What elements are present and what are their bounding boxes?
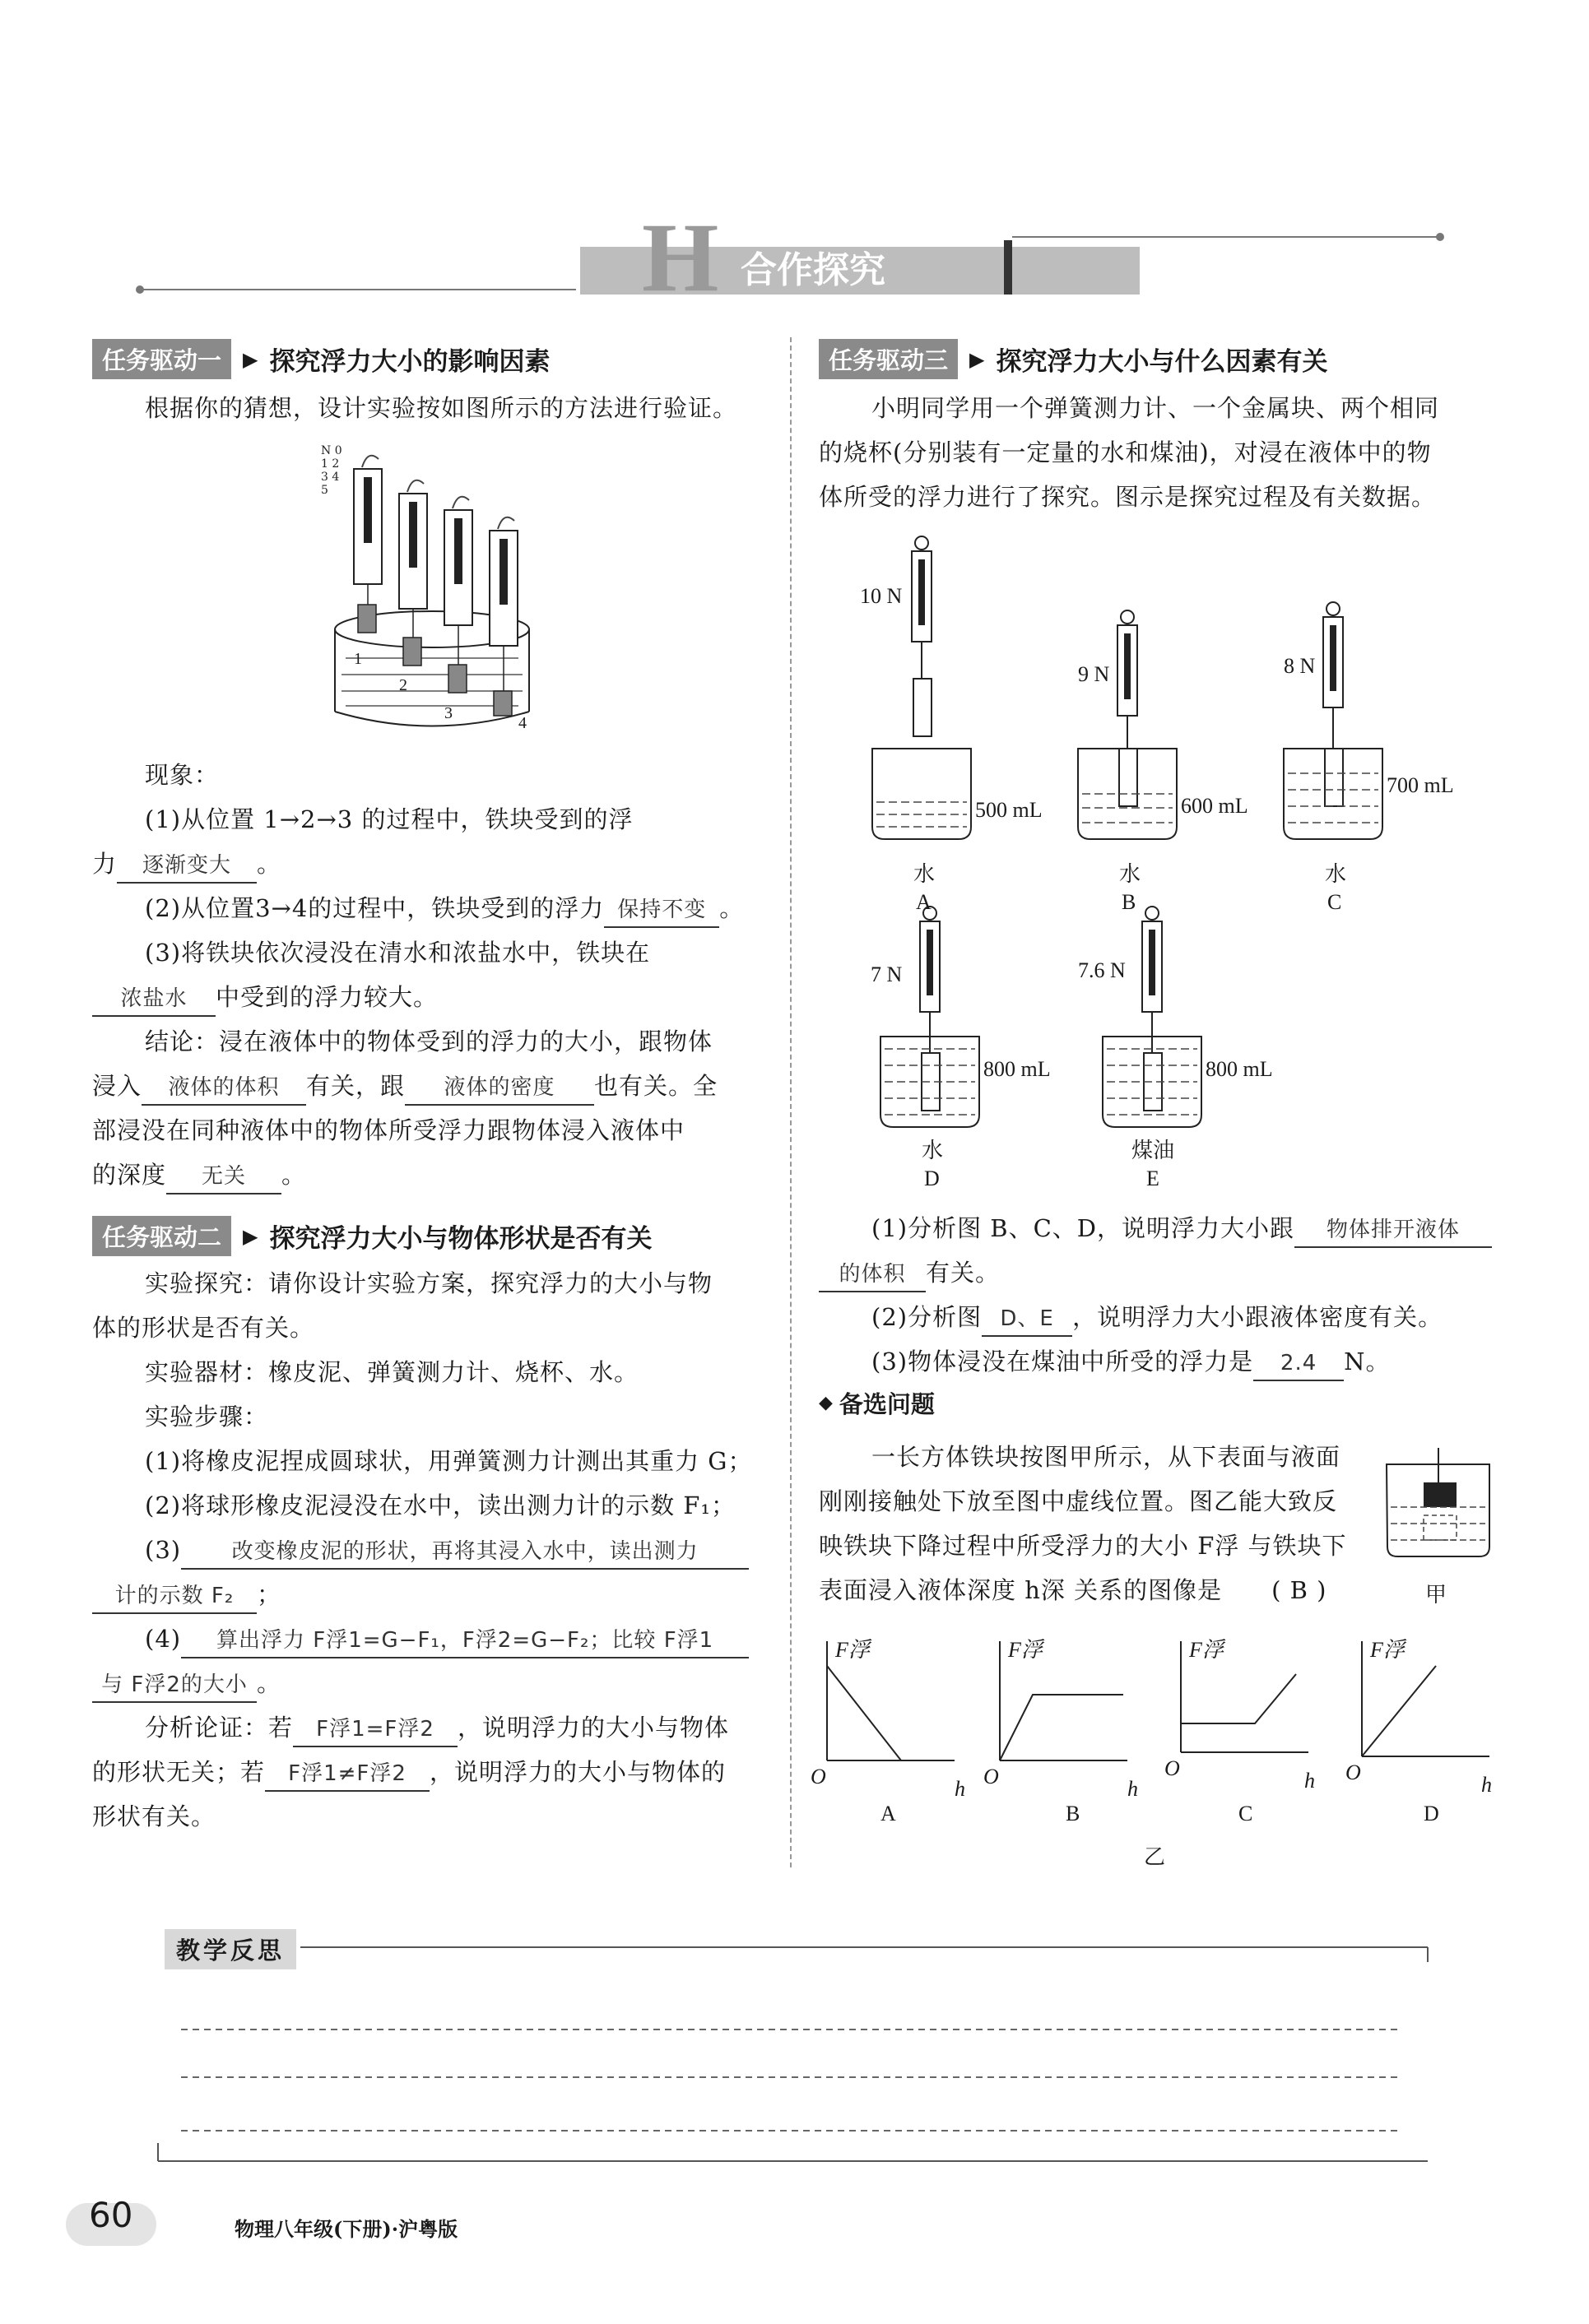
position-3-label: 3 xyxy=(444,704,453,722)
figure-jia xyxy=(1382,1448,1498,1612)
task2-line1: 实验探究：请你设计实验方案，探究浮力的大小与物 xyxy=(145,1269,713,1297)
task3-figures xyxy=(831,526,1506,1201)
conclusion-line2a: 浸入 xyxy=(92,1072,142,1100)
graph-c-origin: O xyxy=(1164,1756,1180,1780)
reflection-lines xyxy=(156,1929,1440,2176)
task3-line3: 体所受的浮力进行了探究。图示是探究过程及有关数据。 xyxy=(819,483,1437,511)
fig-yi-label: 乙 xyxy=(1144,1845,1166,1869)
graph-a-origin: O xyxy=(811,1765,826,1788)
step3-answer: 改变橡皮泥的形状，再将其浸入水中，读出测力 xyxy=(181,1535,749,1570)
q1-line2: 力 xyxy=(92,850,118,878)
graph-d-xlabel: h xyxy=(1481,1773,1492,1797)
task2-section: 任务驱动二 ▶ 探究浮力大小与物体形状是否有关 实验探究：请你设计实验方案，探究浮力的大小与物 体的形状是否有关。 实验器材：橡皮泥、弹簧测力计、烧杯、水。 实验步骤： (1)将橡皮泥捏成圆球状，用弹簧测力计测出其重力 G； (2)将球形橡皮泥浸没在水中，读出测力计的示数 F₁； (3) 改变橡皮泥的形状，再将其浸入水中，读出测力 计的示数 F₂ ； (4) 算出浮力 F浮1=G−F₁，F浮2=G−F₂；比较 F浮1 与 F浮2的大小 。 分析论证：若 F浮1=F浮2 ，说明浮力的大小与物体 的形状无关；若 F浮1≠F浮2 ，说明浮力的大小与物体的 形状有关。 xyxy=(92,1216,775,1839)
task3-q1-answer2: 的体积 xyxy=(819,1258,926,1292)
position-4-label: 4 xyxy=(518,714,527,732)
task3-tag: 任务驱动三 xyxy=(819,339,958,379)
conclusion-period: 。 xyxy=(281,1161,307,1189)
graph-d-ylabel: F浮 xyxy=(1370,1638,1405,1662)
fig-e-letter: E xyxy=(1146,1167,1159,1190)
diamond-icon: ◆ xyxy=(819,1393,833,1413)
q1-answer: 逐渐变大 xyxy=(117,849,257,884)
q1-period: 。 xyxy=(257,850,282,878)
task3-q3-tail: N。 xyxy=(1344,1348,1391,1375)
step4-answer: 算出浮力 F浮1=G−F₁，F浮2=G−F₂；比较 F浮1 xyxy=(181,1624,749,1658)
q2-line: (2)从位置3→4的过程中，铁块受到的浮力 xyxy=(145,894,605,922)
task1-intro: 根据你的猜想，设计实验按如图所示的方法进行验证。 xyxy=(145,394,738,422)
conclusion-line3: 部浸没在同种液体中的物体所受浮力跟物体浸入液体中 xyxy=(92,1116,685,1144)
step4-answer2: 与 F浮2的大小 xyxy=(92,1668,257,1703)
figure-e xyxy=(1103,907,1201,1127)
fig-c-liquid: 水 xyxy=(1325,862,1347,886)
graph-b-origin: O xyxy=(983,1765,999,1788)
task3-line2: 的烧杯(分别装有一定量的水和煤油)，对浸在液体中的物 xyxy=(819,438,1432,466)
header-letter: H xyxy=(642,202,719,312)
graph-b-xlabel: h xyxy=(1127,1777,1138,1801)
task3-q2-tail: ，说明浮力大小跟液体密度有关。 xyxy=(1072,1303,1443,1331)
graph-a-ylabel: F浮 xyxy=(835,1638,870,1662)
fig-a-volume: 500 mL xyxy=(975,798,1043,822)
task3-q1-text: (1)分析图 B、C、D，说明浮力大小跟 xyxy=(871,1214,1295,1242)
analysis-line1a: 分析论证：若 xyxy=(145,1714,294,1742)
conclusion-line1: 结论：浸在液体中的物体受到的浮力的大小，跟物体 xyxy=(145,1027,713,1055)
task2-heading: 探究浮力大小与物体形状是否有关 xyxy=(269,1224,653,1254)
backup-line1: 一长方体铁块按图甲所示，从下表面与液面 xyxy=(871,1443,1341,1471)
reflection-section xyxy=(156,1929,1440,2176)
page-number: 60 xyxy=(89,2195,133,2235)
fig-d-letter: D xyxy=(924,1167,940,1190)
fig-e-liquid: 煤油 xyxy=(1131,1139,1175,1162)
backup-line3: 映铁块下降过程中所受浮力的大小 F浮 与铁块下 xyxy=(819,1532,1347,1560)
page-title: 合作探究 xyxy=(741,249,885,291)
fig-d-volume: 800 mL xyxy=(983,1057,1051,1081)
task3-section: 任务驱动三 ▶ 探究浮力大小与什么因素有关 小明同学用一个弹簧测力计、一个金属块、两个相同 的烧杯(分别装有一定量的水和煤油)，对浸在液体中的物 体所受的浮力进行了探究。图示是探究过程及有关数据。 xyxy=(819,339,1502,519)
q3-line2: 中受到的浮力较大。 xyxy=(216,983,439,1011)
task2-tag: 任务驱动二 xyxy=(92,1216,231,1256)
q3-line: (3)将铁块依次浸没在清水和浓盐水中，铁块在 xyxy=(145,939,651,967)
book-title: 物理八年级(下册)·沪粤版 xyxy=(235,2217,458,2241)
position-1-label: 1 xyxy=(354,650,362,668)
backup-answer: ( B ) xyxy=(1271,1576,1327,1604)
step3-semicolon: ； xyxy=(257,1580,282,1608)
graph-c-xlabel: h xyxy=(1304,1769,1315,1793)
task3-q2-answer: D、E xyxy=(982,1302,1072,1337)
fig-a-letter: A xyxy=(916,890,932,914)
figure-c xyxy=(1284,602,1382,839)
task3-q2-text: (2)分析图 xyxy=(871,1303,983,1331)
fig-jia-label: 甲 xyxy=(1425,1583,1447,1607)
figure-a xyxy=(872,536,971,839)
task2-line2: 体的形状是否有关。 xyxy=(92,1314,315,1342)
conclusion-line2c: 也有关。全 xyxy=(594,1072,718,1100)
figure-b xyxy=(1078,610,1177,839)
task3-line1: 小明同学用一个弹簧测力计、一个金属块、两个相同 xyxy=(871,394,1440,422)
graph-d-origin: O xyxy=(1345,1760,1361,1784)
fig-a-force: 10 N xyxy=(860,584,903,608)
tank-illustration xyxy=(321,444,543,740)
position-2-label: 2 xyxy=(399,676,407,694)
graph-c-ylabel: F浮 xyxy=(1189,1638,1224,1662)
task2-step2: (2)将球形橡皮泥浸没在水中，读出测力计的示数 F₁； xyxy=(145,1491,736,1519)
task1-heading: 探究浮力大小的影响因素 xyxy=(269,347,551,377)
step4-period: 。 xyxy=(257,1669,282,1697)
task2-step1: (1)将橡皮泥捏成圆球状，用弹簧测力计测出其重力 G； xyxy=(145,1447,753,1475)
scale-ticks: N 0 1 2 3 4 5 xyxy=(321,444,342,497)
figure-d xyxy=(880,907,979,1127)
graph-a-xlabel: h xyxy=(955,1777,965,1801)
fig-c-letter: C xyxy=(1327,890,1342,914)
fig-b-force: 9 N xyxy=(1078,662,1110,686)
figure-yi xyxy=(811,1633,1502,1872)
graph-d-letter: D xyxy=(1424,1802,1439,1825)
column-divider xyxy=(790,337,792,1867)
fig-e-force: 7.6 N xyxy=(1078,958,1126,982)
analysis-answer1: F浮1=F浮2 xyxy=(293,1713,458,1747)
step3-label: (3) xyxy=(145,1536,182,1564)
conclusion-answer1: 液体的体积 xyxy=(142,1071,306,1106)
analysis-answer2: F浮1≠F浮2 xyxy=(265,1757,430,1792)
analysis-line1b: ，说明浮力的大小与物体 xyxy=(458,1714,730,1742)
conclusion-answer3: 无关 xyxy=(166,1160,281,1194)
q3-answer: 浓盐水 xyxy=(92,982,216,1017)
step4-label: (4) xyxy=(145,1625,182,1653)
buoyancy-tank-figure xyxy=(321,444,543,740)
q2-answer: 保持不变 xyxy=(604,893,719,928)
fig-b-liquid: 水 xyxy=(1119,862,1141,886)
fig-a-liquid: 水 xyxy=(913,862,936,886)
fig-b-letter: B xyxy=(1122,890,1136,914)
graph-b-ylabel: F浮 xyxy=(1008,1638,1043,1662)
analysis-line2b: ，说明浮力的大小与物体的 xyxy=(430,1758,727,1786)
fig-d-liquid: 水 xyxy=(922,1139,944,1162)
task2-steps-label: 实验步骤： xyxy=(145,1403,269,1431)
task3-q1-answer: 物体排开液体 xyxy=(1294,1213,1492,1248)
analysis-line2a: 的形状无关；若 xyxy=(92,1758,266,1786)
task1-section: 任务驱动一 ▶ 探究浮力大小的影响因素 根据你的猜想，设计实验按如图所示的方法进行验证。 xyxy=(92,339,775,430)
task3-q1-tail: 有关。 xyxy=(926,1259,1001,1287)
conclusion-line4a: 的深度 xyxy=(92,1161,167,1189)
fig-c-volume: 700 mL xyxy=(1387,773,1454,797)
graph-a-letter: A xyxy=(880,1802,896,1825)
fig-e-volume: 800 mL xyxy=(1206,1057,1273,1081)
fig-c-force: 8 N xyxy=(1284,654,1316,678)
q1-line: (1)从位置 1→2→3 的过程中，铁块受到的浮 xyxy=(145,805,634,833)
step3-answer2: 计的示数 F₂ xyxy=(92,1579,257,1614)
task3-questions xyxy=(819,1206,1502,1384)
conclusion-line2b: 有关，跟 xyxy=(306,1072,406,1100)
task3-heading: 探究浮力大小与什么因素有关 xyxy=(996,347,1328,377)
fig-d-force: 7 N xyxy=(871,963,903,986)
backup-line4: 表面浸入液体深度 h深 关系的图像是 xyxy=(819,1576,1223,1604)
backup-title: 备选问题 xyxy=(839,1390,935,1418)
reflection-title: 教学反思 xyxy=(165,1929,296,1969)
task1-tag: 任务驱动一 xyxy=(92,339,231,379)
beaker-block-figure xyxy=(1382,1448,1498,1579)
phenomenon-label: 现象： xyxy=(145,761,220,789)
task2-equipment: 实验器材：橡皮泥、弹簧测力计、烧杯、水。 xyxy=(145,1358,639,1386)
backup-line2: 刚刚接触处下放至图中虚线位置。图乙能大致反 xyxy=(819,1487,1338,1515)
task3-q3-answer: 2.4 xyxy=(1253,1347,1344,1381)
conclusion-answer2: 液体的密度 xyxy=(405,1071,594,1106)
section-header xyxy=(132,202,1448,312)
graph-b-letter: B xyxy=(1066,1802,1080,1825)
task3-q3-text: (3)物体浸没在煤油中所受的浮力是 xyxy=(871,1348,1254,1375)
analysis-line3: 形状有关。 xyxy=(92,1802,216,1830)
fig-b-volume: 600 mL xyxy=(1181,794,1248,818)
graph-c-letter: C xyxy=(1238,1802,1253,1825)
task1-body xyxy=(92,753,775,1197)
q2-period: 。 xyxy=(719,894,745,922)
